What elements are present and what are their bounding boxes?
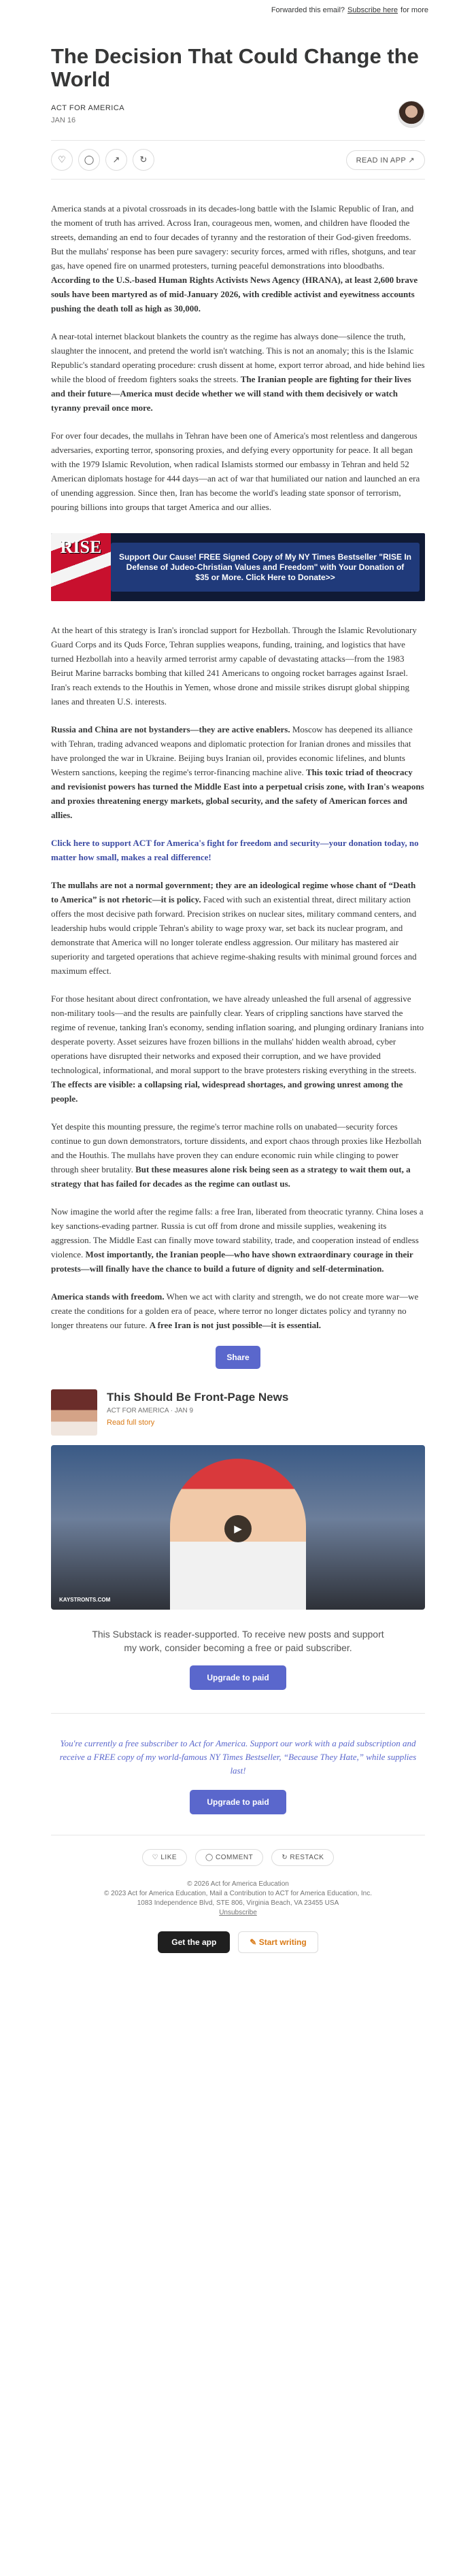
comment-icon[interactable]: ◯ — [78, 149, 100, 171]
comment-icon: ◯ — [205, 1854, 214, 1861]
paragraph-9: Now imagine the world after the regime falls: a free Iran, liberated from theocratic tyranny. China loses a key sanctions-evading partner. Russia is cut off from drone and missile supplies, weakening its aggression. The Middle East can finally move toward stability, trade, and cooperation instead of endless violence. Most importantly, the Iranian people—who have shown extraordinary courage in their protests—will finally have the chance to build a future of dignity and self-determination. — [51, 1206, 424, 1274]
copyright: © 2026 Act for America Education — [187, 1880, 289, 1888]
paragraph-2: A near-total internet blackout blankets the country as the regime has always done—silence the truth, slaughter the innocent, and pretend the world isn't watching. This is not an anomaly; this is the Islamic Republic's standard operating procedure: crush dissent at home, export terror abroad, and hide behind lies while the blood of freedom fighters soaks the streets. The Iranian people are fighting for their lives and their future—America must decide whether we will stand with them decisively or watch tyranny prevail once more. — [51, 331, 425, 413]
subscribe-link[interactable]: Subscribe here — [347, 6, 398, 14]
external-link-icon: ↗ — [408, 156, 415, 165]
paragraph-10: America stands with freedom. When we act with clarity and strength, we do not create more war—we create the conditions for a golden era of peace, where terror no longer dictates policy and tyranny no longer threatens our future. A free Iran is not just possible—it is essential. — [51, 1291, 419, 1330]
footer-legal — [51, 1880, 425, 1918]
bottom-ctas — [51, 1931, 425, 1953]
forward-text: Forwarded this email? — [271, 6, 345, 14]
video-embed[interactable] — [51, 1445, 425, 1610]
restack-icon[interactable]: ↻ — [133, 149, 154, 171]
read-in-app-button[interactable]: READ IN APP ↗ — [346, 150, 425, 170]
email-container — [51, 45, 425, 1953]
play-icon[interactable]: ▶ — [224, 1515, 252, 1542]
paragraph-8: Yet despite this mounting pressure, the regime's terror machine rolls on unabated—security forces continue to gun down demonstrators, torture dissidents, and export chaos through proxies like Hezbollah and the Houthis. The mullahs have proven they can endure economic ruin while clinging to power through sheer brutality. But these measures alone risk being seen as a strategy to wait them out, a strategy that has failed for decades as the regime can outlast us. — [51, 1121, 422, 1189]
promo-post[interactable] — [51, 1389, 425, 1436]
footer-like-button[interactable]: ♡ LIKE — [142, 1849, 187, 1866]
post-title[interactable]: The Decision That Could Change the World — [51, 44, 419, 91]
unsubscribe-link[interactable]: Unsubscribe — [219, 1909, 257, 1916]
promo-meta: ACT FOR AMERICA · JAN 9 — [107, 1407, 194, 1414]
get-the-app-button[interactable]: Get the app — [158, 1931, 230, 1953]
footer-actions — [51, 1849, 425, 1866]
like-icon[interactable]: ♡ — [51, 149, 73, 171]
restack-icon: ↻ — [282, 1854, 288, 1861]
donate-banner[interactable] — [51, 533, 425, 601]
share-button[interactable]: Share — [216, 1346, 260, 1369]
share-icon[interactable]: ↗ — [105, 149, 127, 171]
legal-line: © 2023 Act for America Education, Mail a Contribution to ACT for America Education, Inc. — [103, 1890, 373, 1897]
pen-icon: ✎ — [250, 1937, 257, 1947]
forward-bar — [0, 0, 476, 20]
free-subscriber-note: You're currently a free subscriber to Act for America. Support our work with a paid subscription and receive a FREE copy of my world-famous NY Times Bestseller, “Because They Hate,” while supplies last! — [59, 1738, 417, 1776]
forward-suffix: for more — [401, 6, 428, 14]
author-avatar[interactable] — [398, 101, 425, 128]
donate-link[interactable]: Click here to support ACT for America's fight for freedom and security—your donation today, no matter how small, makes a real difference! — [51, 838, 419, 862]
publication-name[interactable]: ACT FOR AMERICA — [51, 104, 125, 112]
heart-icon: ♡ — [152, 1854, 159, 1861]
post-date: JAN 16 — [51, 116, 76, 124]
paragraph-4: At the heart of this strategy is Iran's ironclad support for Hezbollah. Through the Islamic Revolutionary Guard Corps and its Quds Force, Tehran supplies weapons, funding, training, and logistics that have turned Hezbollah into a heavily armed terrorist army capable of devastating attacks—from the 1983 Beirut Marine barracks bombing that killed 241 Americans to ongoing rocket barrages against Israel. Iran's reach extends to the Houthis in Yemen, whose drone and missile strikes disrupt global shipping lanes and threaten U.S. interests. — [51, 625, 417, 707]
byline — [51, 101, 425, 128]
book-cover: RISE — [51, 533, 111, 601]
article-body — [51, 201, 425, 1332]
promo-title[interactable]: This Should Be Front-Page News — [107, 1391, 289, 1404]
paragraph-1: America stands at a pivotal crossroads in its decades-long battle with the Islamic Republic of Iran, and the moment of truth has arrived. Across Iran, courageous men, women, and children have flooded the streets, demanding an end to four decades of tyranny and the restoration of their God-given freedoms. But the mullahs' response has been pure savagery: security forces, armed with rifles, shotguns, and tear gas, have opened fire on unarmed protesters, turning peaceful demonstrations into bloodbaths. According to the U.S.-based Human Rights Activists News Agency (HRANA), at least 2,600 brave souls have been martyred as of mid-January 2026, with credible activist and eyewitness accounts pushing the death toll as high as 30,000. — [51, 203, 418, 313]
paragraph-6: The mullahs are not a normal government; they are an ideological regime whose chant of “Death to America” is not rhetoric—it is policy. Faced with such an existential threat, direct military action offers the most decisive path forward. Precision strikes on nuclear sites, military command centers, and leadership hubs would cripple Tehran's ability to wage proxy war, set back its nuclear program, and demonstrate that America will no longer tolerate endless aggression. Our military has mastered air superiority and targeted operations that achieve regime-shaking results with minimal ground forces and maximum effect. — [51, 880, 417, 976]
footer-comment-button[interactable]: ◯ COMMENT — [195, 1849, 263, 1866]
address: 1083 Independence Blvd, STE 806, Virginia Beach, VA 23455 USA — [137, 1899, 339, 1907]
upgrade-to-paid-button[interactable]: Upgrade to paid — [190, 1665, 286, 1690]
paragraph-7: For those hesitant about direct confrontation, we have already unleashed the full arsenal of aggressive non-military tools—and the results are painfully clear. Years of crippling sanctions have starved the regime of revenue, tanking Iran's economy, sending inflation soaring, and plunging ordinary Iranians into desperate poverty. Asset seizures have frozen billions in the mullahs' hidden wealth abroad, cyber operations have disrupted their networks and exposed their corruption, and we have provided technological, informational, and moral support to the brave protesters risking everything in the streets. The effects are visible: a collapsing rial, widespread shortages, and growing unrest among the people. — [51, 994, 424, 1104]
start-writing-button[interactable]: ✎ Start writing — [238, 1931, 318, 1953]
reader-supported-text: This Substack is reader-supported. To receive new posts and support my work, consider becoming a free or paid subscriber. — [92, 1629, 384, 1653]
divider — [51, 1713, 425, 1714]
paragraph-3: For over four decades, the mullahs in Tehran have been one of America's most relentless and dangerous adversaries, exporting terror, sponsoring proxies, and defying every opportunity for peace. It all began with the 1979 Islamic Revolution, when radical Islamists stormed our embassy in Tehran and held 52 American diplomats hostage for 444 days—an act of war that humiliated our nation and launched an era of unending aggression. Since then, Iran has become the world's leading state sponsor of terrorism, pouring billions into groups that target America and our allies. — [51, 430, 420, 512]
upgrade-to-paid-button-2[interactable]: Upgrade to paid — [190, 1790, 286, 1814]
footer-restack-button[interactable]: ↻ RESTACK — [271, 1849, 334, 1866]
donate-banner-text: Support Our Cause! FREE Signed Copy of My NY Times Bestseller "RISE In Defense of Judeo-Christian Values and Freedom" with Your Donation of $35 or More. Click Here to Donate>> — [111, 543, 420, 592]
promo-thumbnail[interactable] — [51, 1389, 97, 1436]
video-watermark: KAYSTRONTS.COM — [59, 1597, 111, 1603]
post-actions — [51, 140, 425, 180]
paragraph-5: Russia and China are not bystanders—they are active enablers. Moscow has deepened its alliance with Tehran, trading advanced weapons and diplomatic protection for Iranian drones and missiles that have prolonged the war in Ukraine. Beijing buys Iranian oil, provides economic lifelines, and blunts Western sanctions, keeping the regime's terror-financing machine alive. This toxic triad of theocracy and revisionist powers has turned the Middle East into a perpetual crisis zone, with Iran's weapons and proxies threatening energy markets, global security, and the safety of American forces and allies. — [51, 724, 424, 820]
read-full-story-link[interactable]: Read full story — [107, 1419, 155, 1427]
